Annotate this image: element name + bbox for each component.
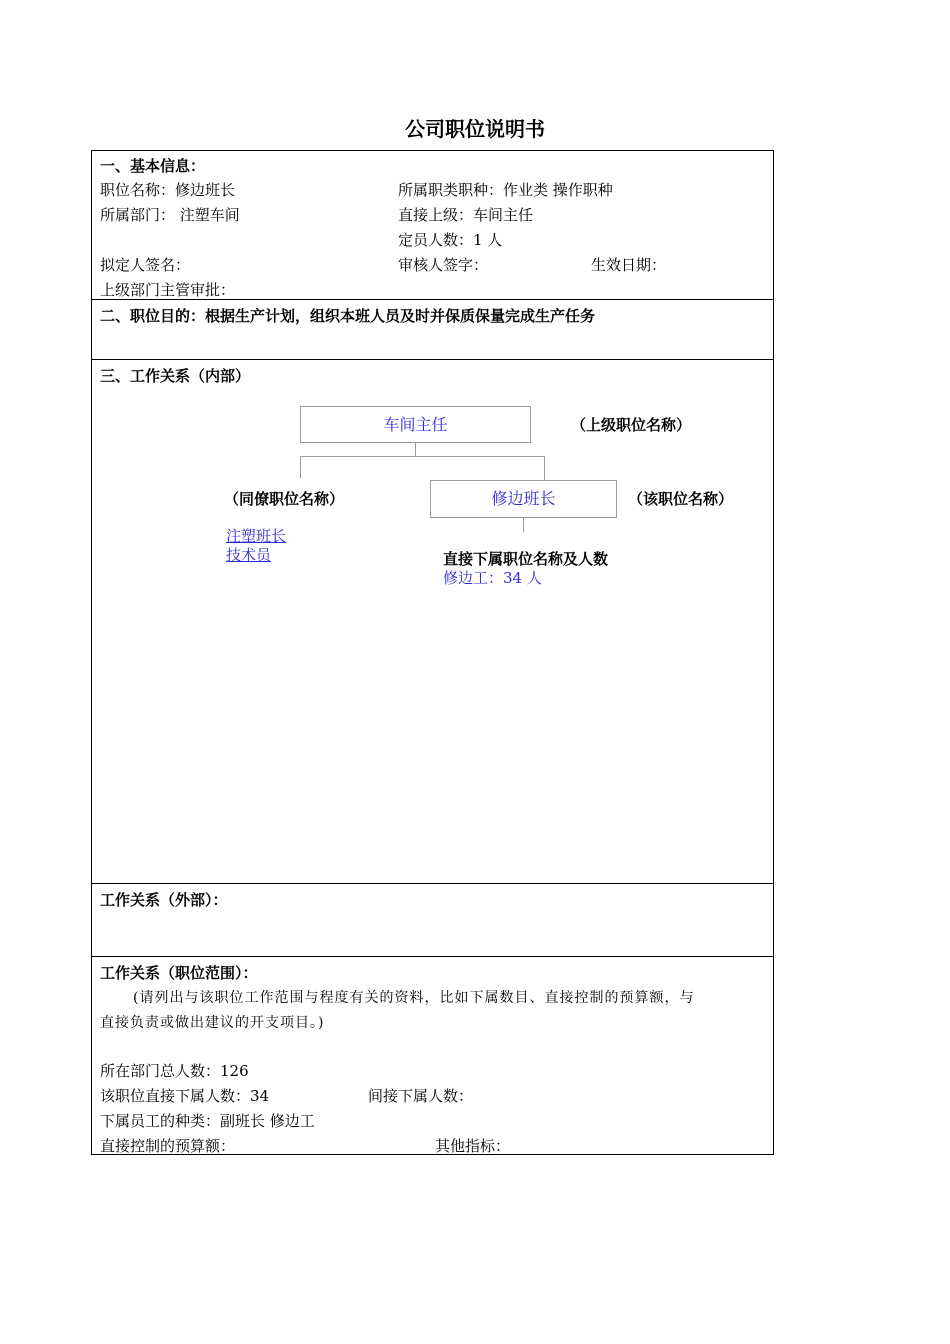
internal-relations-heading: 三、工作关系（内部）	[100, 367, 251, 385]
org-connector	[415, 443, 416, 456]
reviewer-signature: 审核人签字：	[398, 256, 489, 274]
superior: 直接上级：车间主任	[398, 206, 534, 224]
subordinate-value: 修边工：34 人	[443, 569, 542, 587]
org-connector	[300, 456, 545, 457]
org-connector	[544, 456, 545, 480]
subordinate-heading: 直接下属职位名称及人数	[443, 550, 609, 568]
current-position-label: （该职位名称）	[628, 490, 734, 508]
drafter-signature: 拟定人签名：	[100, 256, 191, 274]
external-relations-heading: 工作关系（外部）：	[100, 891, 228, 909]
category: 所属职类职种：作业类 操作职种	[398, 181, 613, 199]
direct-reports: 该职位直接下属人数：34	[100, 1087, 270, 1105]
peer-position-item[interactable]: 技术员	[226, 546, 272, 564]
peer-position-item[interactable]: 注塑班长	[226, 527, 287, 545]
budget: 直接控制的预算额：	[100, 1137, 236, 1155]
indirect-reports: 间接下属人数：	[368, 1087, 474, 1105]
divider	[91, 359, 774, 360]
divider	[91, 956, 774, 957]
org-connector	[523, 518, 524, 532]
headcount: 定员人数：1 人	[398, 231, 503, 249]
effective-date: 生效日期：	[591, 256, 667, 274]
basic-info-heading: 一、基本信息：	[100, 157, 206, 175]
position-name: 职位名称：修边班长	[100, 181, 236, 199]
current-position-box: 修边班长	[430, 480, 617, 518]
other-indicators: 其他指标：	[435, 1137, 511, 1155]
superior-position-label: （上级职位名称）	[571, 416, 692, 434]
approval: 上级部门主管审批：	[100, 281, 236, 299]
position-purpose: 二、职位目的：根据生产计划，组织本班人员及时并保质保量完成生产任务	[100, 307, 596, 325]
peer-position-label: （同僚职位名称）	[224, 490, 345, 508]
page-title: 公司职位说明书	[405, 117, 545, 141]
superior-position-box: 车间主任	[300, 406, 531, 443]
org-connector	[300, 456, 301, 478]
scope-heading: 工作关系（职位范围）：	[100, 964, 258, 982]
divider	[91, 883, 774, 884]
scope-note: (请列出与该职位工作范围与程度有关的资料，比如下属数目、直接控制的预算额，与	[133, 990, 695, 1006]
scope-note: 直接负责或做出建议的开支项目。)	[100, 1015, 325, 1031]
department: 所属部门： 注塑车间	[100, 206, 240, 224]
subordinate-types: 下属员工的种类：副班长 修边工	[100, 1112, 315, 1130]
department-total: 所在部门总人数：126	[100, 1062, 249, 1080]
